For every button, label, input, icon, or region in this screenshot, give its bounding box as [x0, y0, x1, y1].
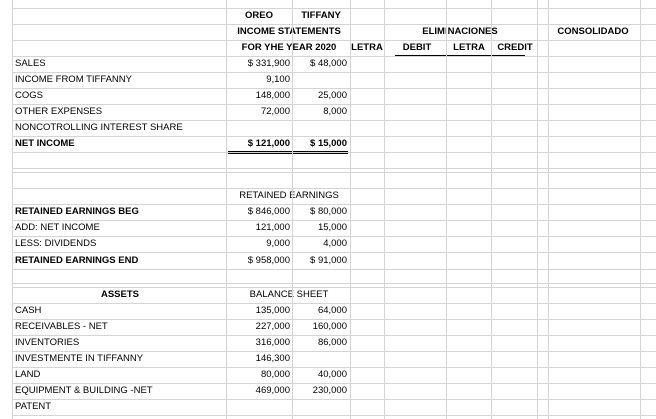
row-label[interactable]: COGS [15, 90, 43, 101]
grid-column-line [491, 0, 492, 419]
oreo-value[interactable]: 316,000 [255, 337, 290, 348]
grid-column-line [292, 0, 293, 419]
tiffany-value[interactable] [293, 399, 347, 415]
grid-row-line [12, 319, 656, 320]
oreo-value[interactable]: 469,000 [255, 385, 290, 396]
grid-row-line [12, 303, 656, 304]
grid-row-line [12, 168, 656, 169]
tiffany-value[interactable]: 25,000 [317, 90, 347, 101]
grid-row-line [12, 399, 656, 400]
row-label[interactable]: EQUIPMENT & BUILDING -NET [15, 385, 153, 396]
net-income-label[interactable]: NET INCOME [15, 138, 75, 149]
oreo-value[interactable]: 121,000 [255, 222, 290, 233]
grid-row-line [12, 383, 656, 384]
grid-row-line [12, 120, 656, 121]
row-label[interactable]: RECEIVABLES - NET [15, 321, 108, 332]
grid-row-line [12, 56, 656, 57]
oreo-value[interactable]: 135,000 [255, 305, 290, 316]
letra-header[interactable]: LETRA [351, 42, 383, 53]
row-label[interactable]: CASH [15, 305, 42, 316]
oreo-net-income[interactable]: $ 121,000 [247, 138, 290, 149]
grid-row-line [12, 204, 656, 205]
double-underline [228, 153, 348, 154]
oreo-value[interactable]: 148,000 [255, 90, 290, 101]
row-label[interactable]: NONCOTROLLING INTEREST SHARE [15, 122, 183, 133]
tiffany-value[interactable]: $ 80,000 [310, 206, 347, 217]
tiffany-column-header[interactable]: TIFFANY [301, 10, 341, 21]
tiffany-value[interactable] [293, 72, 347, 88]
grid-row-line [12, 136, 656, 137]
grid-column-line [384, 0, 385, 419]
tiffany-value[interactable]: 160,000 [312, 321, 347, 332]
oreo-value[interactable]: 146,300 [255, 353, 290, 364]
grid-row-line [12, 269, 656, 270]
row-label[interactable]: RETAINED EARNINGS BEG [15, 206, 139, 217]
oreo-column-header[interactable]: OREO [245, 10, 273, 21]
grid-column-line [446, 0, 447, 419]
oreo-value[interactable]: 9,100 [266, 74, 290, 85]
grid-row-line [12, 252, 656, 253]
grid-row-line [12, 40, 656, 41]
tiffany-value[interactable]: $ 48,000 [310, 58, 347, 69]
eliminaciones-header[interactable]: ELIMINACIONES [422, 26, 498, 37]
grid-row-line [12, 367, 656, 368]
row-label[interactable]: OTHER EXPENSES [15, 106, 103, 117]
grid-row-line [12, 415, 656, 416]
tiffany-net-income[interactable]: $ 15,000 [310, 138, 347, 149]
oreo-value[interactable]: 80,000 [260, 369, 290, 380]
grid-row-line [12, 152, 656, 153]
tiffany-value[interactable]: 40,000 [317, 369, 347, 380]
grid-column-line [537, 0, 538, 419]
grid-row-line [12, 351, 656, 352]
oreo-value[interactable]: 72,000 [260, 106, 290, 117]
oreo-value[interactable] [228, 120, 290, 136]
grid-column-line [640, 0, 641, 419]
grid-column-line [350, 0, 351, 419]
grid-row-line [12, 24, 656, 25]
grid-row-line [12, 72, 656, 73]
row-label[interactable]: PATENT [15, 401, 52, 412]
row-label[interactable]: RETAINED EARNINGS END [15, 255, 139, 266]
oreo-value[interactable] [228, 399, 290, 415]
row-label[interactable]: INCOME FROM TIFFANNY [15, 74, 132, 85]
statement-title[interactable]: INCOME STATEMENTS [237, 26, 341, 37]
tiffany-value[interactable]: 8,000 [323, 106, 347, 117]
grid-row-line [12, 172, 656, 173]
grid-row-line [12, 335, 656, 336]
grid-row-line [12, 104, 656, 105]
tiffany-value[interactable]: 86,000 [317, 337, 347, 348]
tiffany-value[interactable]: 4,000 [323, 238, 347, 249]
row-label[interactable]: SALES [15, 58, 46, 69]
grid-row-line [12, 220, 656, 221]
period-header[interactable]: FOR YHE YEAR 2020 [241, 42, 337, 53]
grid-row-line [12, 283, 656, 284]
row-label[interactable]: LESS: DIVIDENDS [15, 238, 97, 249]
grid-column-line [12, 0, 13, 419]
oreo-value[interactable]: $ 331,900 [247, 58, 290, 69]
oreo-value[interactable]: 227,000 [255, 321, 290, 332]
debit-header[interactable]: DEBIT [402, 42, 432, 53]
letra-header-2[interactable]: LETRA [453, 42, 485, 53]
tiffany-value[interactable]: 15,000 [317, 222, 347, 233]
tiffany-value[interactable] [293, 351, 347, 367]
row-label[interactable]: ADD: NET INCOME [15, 222, 100, 233]
consolidado-header[interactable]: CONSOLIDADO [557, 26, 629, 37]
oreo-value[interactable]: $ 958,000 [247, 255, 290, 266]
assets-label[interactable]: ASSETS [100, 289, 139, 300]
tiffany-value[interactable]: $ 91,000 [310, 255, 347, 266]
balance-sheet-title[interactable]: BALANCE SHEET [249, 289, 329, 300]
tiffany-value[interactable] [293, 120, 347, 136]
grid-row-line [12, 287, 656, 288]
grid-row-line [12, 88, 656, 89]
grid-column-line [548, 0, 549, 419]
tiffany-value[interactable]: 64,000 [317, 305, 347, 316]
grid-row-line [12, 8, 656, 9]
row-label[interactable]: INVESTMENTE IN TIFFANNY [15, 353, 144, 364]
credit-header[interactable]: CREDIT [497, 42, 533, 53]
grid-column-line [226, 0, 227, 419]
oreo-value[interactable]: 9,000 [266, 238, 290, 249]
grid-row-line [12, 188, 656, 189]
oreo-value[interactable]: $ 846,000 [247, 206, 290, 217]
row-label[interactable]: LAND [15, 369, 41, 380]
tiffany-value[interactable]: 230,000 [312, 385, 347, 396]
retained-earnings-title[interactable]: RETAINED EARNINGS [239, 190, 339, 201]
row-label[interactable]: INVENTORIES [15, 337, 80, 348]
grid-row-line [12, 236, 656, 237]
